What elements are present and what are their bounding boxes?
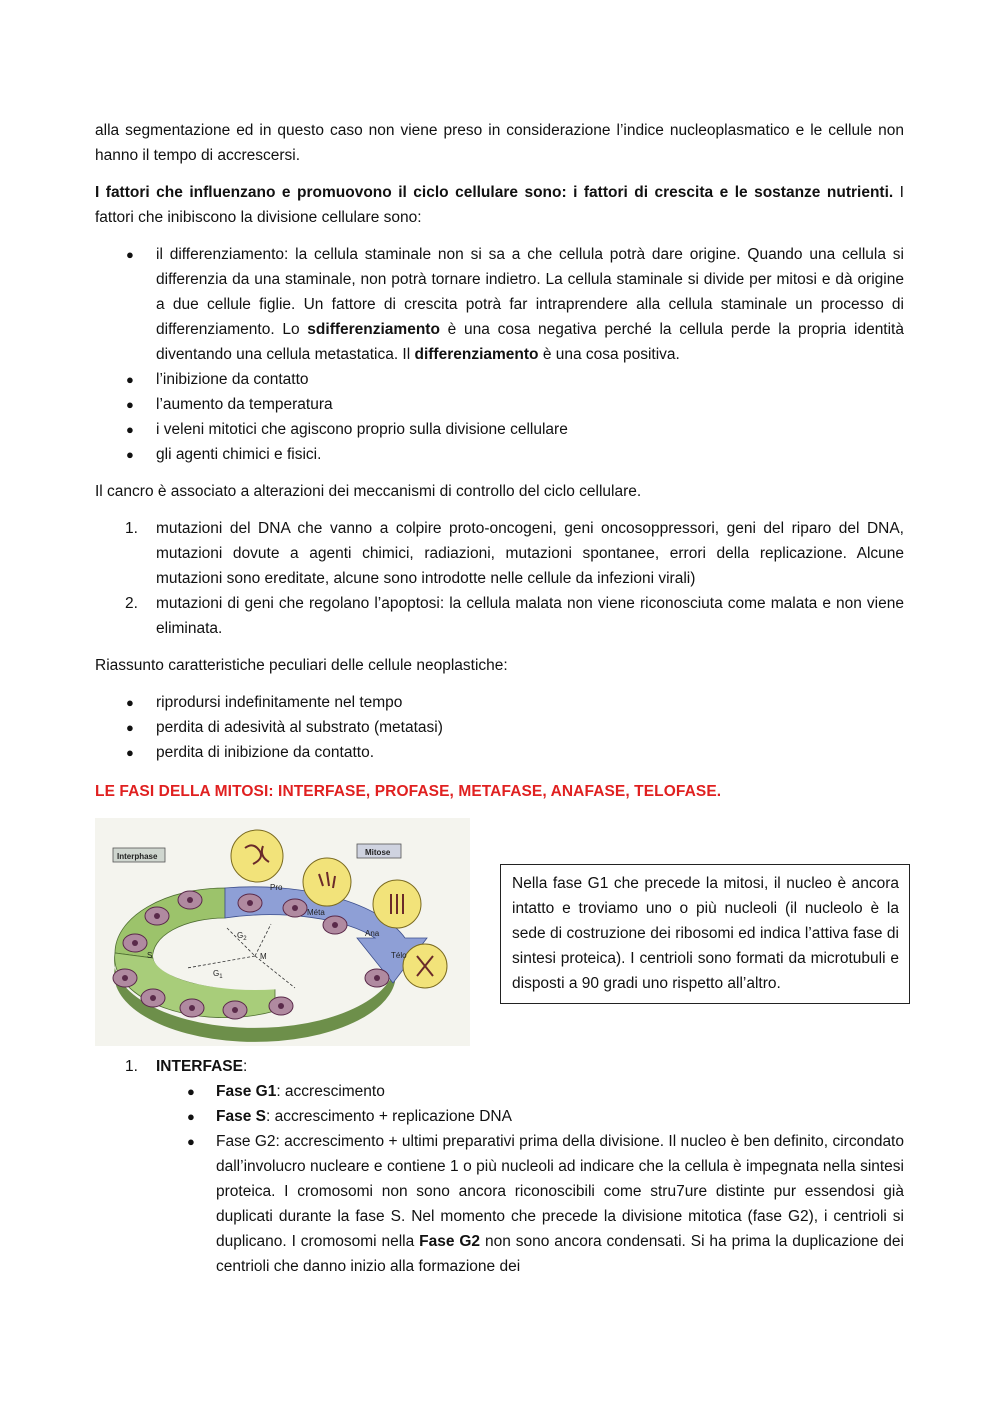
m-phase-label: M [260, 952, 267, 961]
list-item: ● riprodursi indefinitamente nel tempo [95, 690, 904, 715]
list-item: ● Fase S: accrescimento + replicazione DNA [95, 1104, 904, 1129]
g2-phase-label: $G_2$ [237, 931, 247, 942]
paragraph-summary: Riassunto caratteristiche peculiari delle cellule neoplastiche: [95, 657, 508, 674]
paragraph-factors [95, 180, 904, 230]
list-item: ● i veleni mitotici che agiscono proprio sulla divisione cellulare [95, 417, 904, 442]
s-phase-label: S [147, 951, 153, 960]
bullet-icon: ● [126, 397, 134, 412]
interphase-label: Interphase [117, 852, 158, 861]
bullet-icon: ● [126, 447, 134, 462]
paragraph-segmentation: alla segmentazione ed in questo caso non viene preso in considerazione l’indice nucleoplasmatico e le cellule non hanno il tempo di accrescersi. [95, 122, 904, 164]
bullet-icon: ● [126, 372, 134, 387]
list-item: ● perdita di inibizione da contatto. [95, 740, 904, 765]
list-item: ● Fase G2: accrescimento + ultimi preparativi prima della divisione. Il nucleo è ben definito, circondato dall’involucro nucleare e contiene 1 o più nucleoli ad indicare che la cellula è impegnata nella sintesi proteica. I cromosomi non sono ancora riconoscibili come stru7ure distinte pur essendosi già duplicati durante la fase S. Nel momento che precede la divisione mitotica (fase G2), i centrioli si duplicano. I cromosomi nella Fase G2 non sono ancora condensati. Si ha prima la duplicazione dei centrioli che danno inizio alla formazione dei [95, 1129, 904, 1279]
bullet-icon: ● [187, 1084, 195, 1099]
inhibitors-list [95, 242, 904, 467]
bullet-icon: ● [126, 745, 134, 760]
g1-info-box: Nella fase G1 che precede la mitosi, il nucleo è ancora intatto e troviamo uno o più nucleoli (il nucleolo è la sede di costruzione dei ribosomi ed indica l’attiva fase di sintesi proteica). I centrioli sono formati da microtubuli e disposti a 90 gradi uno rispetto all’altro. [500, 864, 910, 1004]
interfase-heading: 1. INTERFASE: [125, 1058, 248, 1075]
bullet-icon: ● [126, 720, 134, 735]
bullet-icon: ● [126, 422, 134, 437]
meta-label: Méta [307, 908, 325, 917]
cancer-list [95, 516, 904, 641]
bullet-icon: ● [126, 247, 134, 262]
mitose-label: Mitose [365, 848, 391, 857]
factors-rest: I fattori che inibiscono la divisione cellulare sono: [95, 184, 904, 226]
telo-label: Télo [391, 951, 407, 960]
bullet-icon: ● [126, 695, 134, 710]
list-item: ● l’aumento da temperatura [95, 392, 904, 417]
list-item: ● il differenziamento: la cellula staminale non si sa a che cellula potrà dare origine. Quando una cellula si differenzia da una staminale, non potrà tornare indietro. La cellula staminale si divide per mitosi e dà origine a due cellule figlie. Un fattore di crescita potrà far intraprendere alla cellula staminale un processo di differenziamento. Lo sdifferenziamento è una cosa negativa perché la cellula perde la propria identità diventando una cellula metastatica. Il differenziamento è una cosa positiva. [95, 242, 904, 367]
list-item: 2. mutazioni di geni che regolano l’apoptosi: la cellula malata non viene riconosciuta come malata e non viene eliminata. [125, 595, 904, 637]
neoplastic-list [95, 690, 904, 765]
cell-cycle-diagram [95, 818, 470, 1046]
list-item: 1. mutazioni del DNA che vanno a colpire proto-oncogeni, geni oncosoppressori, geni del riparo del DNA, mutazioni dovute a agenti chimici, radiazioni, mutazioni spontanee, errori della replicazione. Alcune mutazioni sono ereditate, alcune sono introdotte nelle cellule da infezioni virali) [125, 520, 904, 587]
document-page [95, 118, 904, 1279]
section-heading: LE FASI DELLA MITOSI: INTERFASE, PROFASE, METAFASE, ANAFASE, TELOFASE. [95, 783, 722, 800]
list-item: ● l’inibizione da contatto [95, 367, 904, 392]
figure-row [95, 818, 904, 1054]
pro-label: Pro [270, 883, 283, 892]
factors-bold: I fattori che influenzano e promuovono il ciclo cellulare sono: i fattori di crescita e le sostanze nutrienti. [95, 184, 894, 201]
list-item: ● Fase G1: accrescimento [95, 1079, 904, 1104]
bullet-icon: ● [187, 1109, 195, 1124]
g1-phase-label: $G_1$ [213, 969, 223, 980]
bullet-icon: ● [187, 1134, 195, 1149]
list-item: ● perdita di adesività al substrato (metatasi) [95, 715, 904, 740]
paragraph-cancer: Il cancro è associato a alterazioni dei meccanismi di controllo del ciclo cellulare. [95, 483, 642, 500]
ana-label: Ana [365, 929, 380, 938]
interfase-phases-list [95, 1079, 904, 1279]
list-item: ● gli agenti chimici e fisici. [95, 442, 904, 467]
